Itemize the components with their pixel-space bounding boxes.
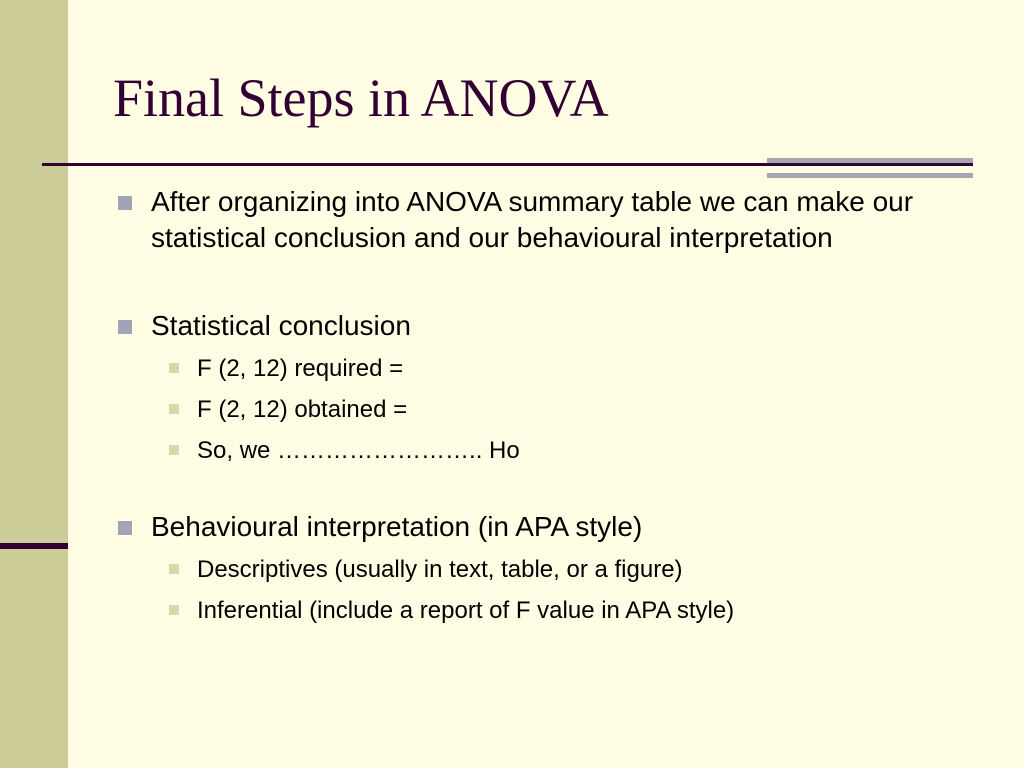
title-divider-line <box>42 163 973 166</box>
sub-bullet-text: Descriptives (usually in text, table, or a figure) <box>197 556 683 583</box>
left-band-accent-line <box>0 543 68 549</box>
sub-bullet-text: F (2, 12) obtained = <box>197 396 408 423</box>
accent-bar-bottom <box>767 173 973 178</box>
sub-bullet-text: Inferential (include a report of F value in APA style) <box>197 597 735 624</box>
square-bullet-icon <box>169 404 179 414</box>
sub-bullet-item <box>112 430 972 471</box>
bullet-item <box>112 509 972 545</box>
sub-bullet-text: F (2, 12) required = <box>197 355 404 382</box>
square-bullet-icon <box>118 521 132 535</box>
sub-bullet-list <box>112 549 972 631</box>
square-bullet-icon <box>118 196 132 210</box>
bullet-item <box>112 184 972 256</box>
square-bullet-icon <box>118 320 132 334</box>
accent-bar-top <box>767 158 973 163</box>
slide-body <box>112 184 972 631</box>
sub-bullet-item <box>112 389 972 430</box>
square-bullet-icon <box>169 363 179 373</box>
bullet-text: Statistical conclusion <box>151 310 411 341</box>
sub-bullet-item <box>112 348 972 389</box>
sub-bullet-list <box>112 348 972 471</box>
sub-bullet-item <box>112 549 972 590</box>
square-bullet-icon <box>169 605 179 615</box>
bullet-text: After organizing into ANOVA summary table we can make our statistical conclusion and our behavioural interpretation <box>151 186 914 253</box>
left-decorative-band <box>0 0 68 768</box>
sub-bullet-item <box>112 590 972 631</box>
sub-bullet-text: So, we …………………….. Ho <box>197 437 520 464</box>
bullet-item <box>112 308 972 344</box>
bullet-text: Behavioural interpretation (in APA style) <box>151 511 643 542</box>
square-bullet-icon <box>169 445 179 455</box>
square-bullet-icon <box>169 564 179 574</box>
slide-title: Final Steps in ANOVA <box>113 68 609 128</box>
